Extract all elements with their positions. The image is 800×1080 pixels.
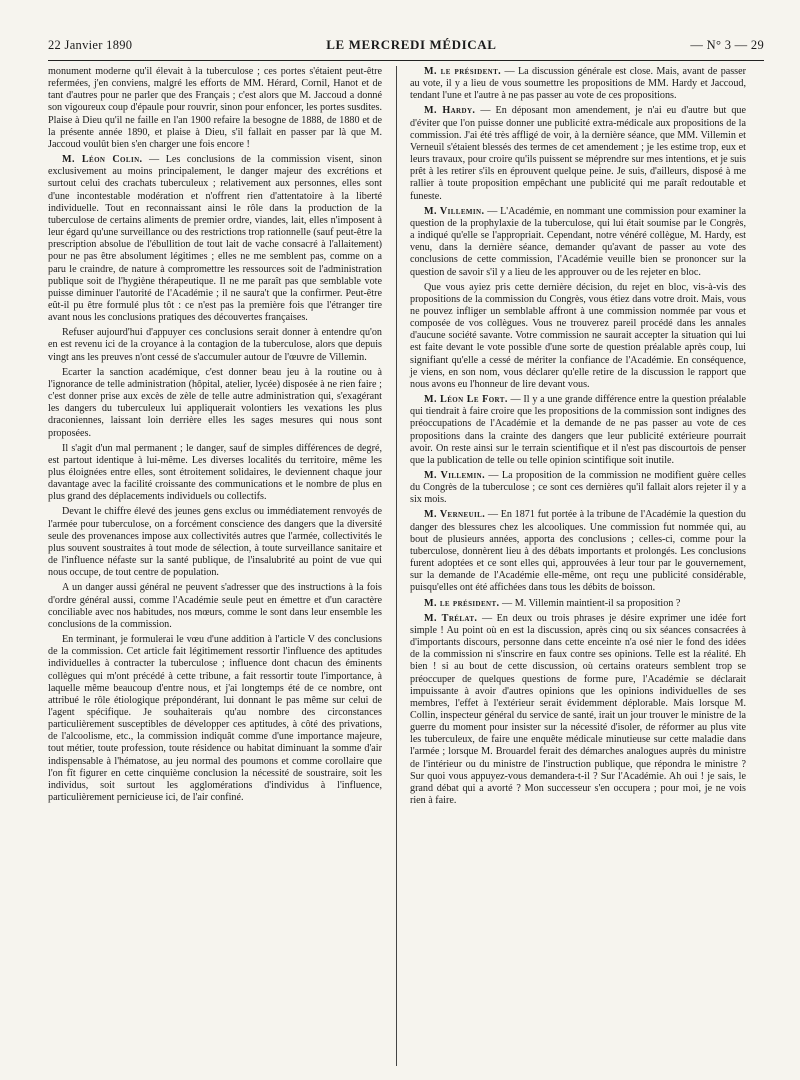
paragraph: M. Verneuil. — En 1871 fut portée à la tribune de l'Académie la question du danger des blessures chez les alcooliques. Une commission fut nommée qui, au bout de plusieurs années, apporta des conclusions ; celles-ci, comme pour la tuberculose, donnèrent lieu à des débats importants et prolongés. Les conclusions furent adoptées et ce sont elles qui, approuvées à leur tour par le gouvernement, sur la demande de l'Académie elle-même, ont reçu une publicité considérable, puisqu'elles ont été affichées dans tous les débits de boisson. [410, 509, 746, 594]
paragraph: A un danger aussi général ne peuvent s'adresser que des instructions à la fois d'ordre général aussi, comme l'Académie seule peut en émettre et d'un caractère conciliable avec nos habitudes, nos mœurs, comme le sont dans leur ensemble les conclusions de la commission. [48, 582, 382, 630]
speaker-name: M. Trélat. [424, 612, 478, 624]
paragraph: Ecarter la sanction académique, c'est donner beau jeu à la routine ou à l'ignorance de telle administration (hôpital, atelier, lycée) disposée à ne rien faire ; c'est donner prise aux excès de zèle de telle autre administration qui, s'exagérant les dangers du tuberculeux lui appliquerait volontiers les vexations les plus draconiennes, laissant loin derrière elles les sages mesures qui nous sont proposées. [48, 366, 382, 439]
paragraph: monument moderne qu'il élevait à la tuberculose ; ces portes s'étaient peut-être refermées, j'en conviens, malgré les efforts de MM. Hérard, Cornil, Hanot et de tant d'autres pour ne parler que des Français ; c'est alors que M. Jaccoud a donné son vigoureux coup d'épaule pour rouvrir, sinon pour enfoncer, les portes susdites. Plaise à Dieu qu'il ne faille en l'an 1900 refaire la besogne de 1888, de 1880 et de la présente année 1890, et plaise à Dieu, s'il fallait en passer par là que M. Jaccoud voulût bien s'en charger une fois encore ! [48, 66, 382, 150]
column-divider [396, 66, 397, 1066]
paragraph: M. Villemin. — L'Académie, en nommant une commission pour examiner la question de la prophylaxie de la tuberculose, qui lui était soumise par le Congrès, a indiqué qu'elle se l'appropriait. Cependant, notre vénéré collègue, M. Hardy, est venu, dans la dernière séance, demander qu'avant de passer au vote des conclusions de cette commission, l'Académie veuille bien se prononcer sur la question de savoir s'il y a lieu de les approuver ou de les rejeter en bloc. [410, 205, 746, 278]
paragraph: Refuser aujourd'hui d'appuyer ces conclusions serait donner à entendre qu'on en est revenu ici de la croyance à la contagion de la tuberculose, alors que depuis vingt ans les preuves n'ont cessé de s'accumuler autour de l'œuvre de Villemin. [48, 327, 382, 363]
page-header [48, 30, 764, 61]
paragraph: M. Villemin. — La proposition de la commission ne modifient guère celles du Congrès de la tuberculose ; ce sont ces dernières qu'il fallait alors rejeter il y a six mois. [410, 470, 746, 506]
speaker-name: M. Hardy. [424, 105, 476, 117]
paragraph: Devant le chiffre élevé des jeunes gens exclus ou immédiatement renvoyés de l'armée pour tuberculose, on a forcément conscience des dangers que la diversité seule des provenances impose aux collectivités autres que l'armée, collectivités le plus souvent soustraites à tout mode de sélection, à toute surveillance sanitaire et de l'influence néfaste sur la santé publique, de l'insalubrité au point de vue qui nous occupe, de tout centre de population. [48, 506, 382, 579]
left-column [48, 66, 382, 807]
paragraph: M. Trélat. — En deux ou trois phrases je désire exprimer une idée fort simple ! Au point où en est la discussion, après cinq ou six séances consacrées à d'importants discours, personne dans cette enceinte n'a osé nier le fond des idées de la commission ni s'inscrire en faux contre ses opinions. Telle est la réalité. Eh bien ! si au bout de cette discussion, où certains orateurs semblent trop se préoccuper de quelques questions de forme pure, l'Académie se déclarait impuissante à avoir d'autres opinions que les opinions individuelles de ses membres, l'effet à l'extérieur serait évidemment déplorable. Mais lorsque M. Collin, inspecteur général du service de santé, irait un jour trouver le ministre de la guerre du moment pour insister sur la nécessité d'isoler, de réformer au plus vite les tuberculeux, de faire une enquête médicale minutieuse sur cette maladie dans l'armée ; lorsque M. Brouardel ferait des démarches analogues auprès du ministre de l'intérieur ou du ministre de l'instruction publique, que répondra le ministre ? Sur quoi vous appuyez-vous demandera-t-il ? Sur l'Académie. Ah oui ! je sais, le grand débat qui a avorté ? Mon successeur s'en occupera ; pour moi, je ne vois rien à faire. [410, 612, 746, 807]
speaker-name: M. le président. [424, 66, 502, 77]
paragraph: M. le président. — La discussion générale est close. Mais, avant de passer au vote, il y a lieu de vous soumettre les propositions de MM. Hardy et Jaccoud, tendant l'une et l'autre à ne pas passer au vote de ces propositions. [410, 66, 746, 102]
speaker-name: M. Villemin. [424, 470, 486, 481]
speaker-name: M. Léon Colin. [62, 154, 143, 166]
journal-title: LE MERCREDI MÉDICAL [326, 37, 497, 52]
paragraph: M. le président. — M. Villemin maintient-il sa proposition ? [424, 597, 681, 609]
speaker-name: M. Léon Le Fort. [424, 394, 508, 406]
paragraph: Que vous ayiez pris cette dernière décision, du rejet en bloc, vis-à-vis des propositions de la commission du Congrès, vous étiez dans votre droit. Mais, vous ne pouvez infliger un semblable affront à une commission nommée par vous et composée de vos collègues. Vous ne trouverez pareil procédé dans les annales d'aucune société savante. Votre commission ne saurait accepter la situation qui lui est faite devant le vote possible d'une sorte de question préalable après coup, lui signifiant qu'elle a cessé de mériter la confiance de l'Académie. En conséquence, je viens, en son nom, vous déclarer qu'elle retire de la discussion le rapport que nous avons eu l'honneur de lire devant vous. [410, 281, 746, 390]
paragraph: Il s'agit d'un mal permanent ; le danger, sauf de simples différences de degré, est partout identique à lui-même. Les diverses localités du territoire, même les plus éloignées entre elles, sont étroitement solidaires, le deviennent chaque jour davantage avec la facilité croissante des communications et le nombre de plus en plus grand des déplacements individuels ou collectifs. [48, 442, 382, 503]
speaker-name: M. Villemin. [424, 205, 485, 217]
right-column [410, 66, 746, 810]
issue-page-number: — N° 3 — 29 [690, 37, 764, 52]
paragraph: M. Hardy. — En déposant mon amendement, je n'ai eu d'autre but que d'éviter que l'on puisse donner une publicité extra-médicale aux propositions de la commission. J'ai été très affligé de voir, à la dernière séance, que MM. Villemin et Verneuil s'étaient blessés des termes de cet amendement ; je les estime trop, eux et leurs travaux, pour croire qu'ils puissent se méprendre sur mes intentions, et je suis prêt à les retirer s'ils en éprouvent quelque peine. Je suis, d'ailleurs, disposé à me rallier à toute proposition empêchant une publicité qui me paraît redoutable et funeste. [410, 105, 746, 202]
paragraph: En terminant, je formulerai le vœu d'une addition à l'article V des conclusions de la commission. Cet article fait légitimement ressortir l'influence des aptitudes individuelles à contracter la tuberculose ; influence dont chacun des éminents collègues qui m'ont précédé à cette tribune, a fait ressortir toute l'importance, à laquelle même beaucoup d'entre nous, et j'ai longtemps été de ce nombre, ont attribué le rôle étiologique prépondérant, lui donnant le pas même sur celui de l'agent spécifique. Je souhaiterais qu'au nombre des circonstances particulièrement susceptibles de développer ces aptitudes, à côté des privations, de l'alcoolisme, etc., la commission indiquât comme d'une importance majeure, tout métier, toute profession, toute résidence ou habitat diminuant la somme d'air indispensable à l'hématose, au jeu normal des poumons et comme corollaire que l'on fît figurer en cette cinquième conclusion la nécessité de soustraire, soit les individus, soit surtout les agglomérations d'individus à l'influence, particulièrement pernicieuse ici, de l'air confiné. [48, 634, 382, 804]
speaker-name: M. Verneuil. [424, 509, 486, 521]
header-date: 22 Janvier 1890 [48, 37, 133, 52]
paragraph: M. Léon Le Fort. — Il y a une grande différence entre la question préalable qui tiendrait à faire croire que les propositions de la commission sont indignes des préoccupations de l'Académie et la demande de ne pas passer au vote de ces propositions dans la crainte des dangers que leur publicité extérieure pourrait avoir. On reste ainsi sur le terrain scientifique et il n'est pas discourtois de penser que la publication de telle ou telle opinion scintifique soit inutile. [410, 394, 746, 466]
speaker-name: M. le président. [424, 597, 500, 609]
paragraph: M. Léon Colin. — Les conclusions de la commission visent, sinon exclusivement au moins principalement, le danger majeur des excrétions et surtout celui des crachats tuberculeux ; relativement aux personnes, elles sont d'une incontestable modération et n'offrent rien d'attentatoire à la liberté individuelle. Tout en reconnaissant ainsi le rôle dans la production de la tuberculose de certains aliments de premier ordre, viandes, lait, elles n'imposent à leur égard qu'une surveillance ou des restrictions trop rationnelle (sauf peut-être la prescription absolue de l'ébullition de tout lait de vache consacré à l'allaitement) pour ne pas être absolument légitimes ; elles ne me semblent pas, comme on a paru le craindre, de nature à compromettre les ressources soit de l'administration publique soit de l'hygiène thérapeutique. Il ne me paraît pas que semblable vote puisse diminuer l'autorité de l'Académie ; il ne saura't que la confirmer. Peut-être eût-il pu être formulé plus tôt : ce n'est pas la première fois que l'étranger tire avant nous les conclusions pratiques des découvertes françaises. [48, 154, 382, 324]
